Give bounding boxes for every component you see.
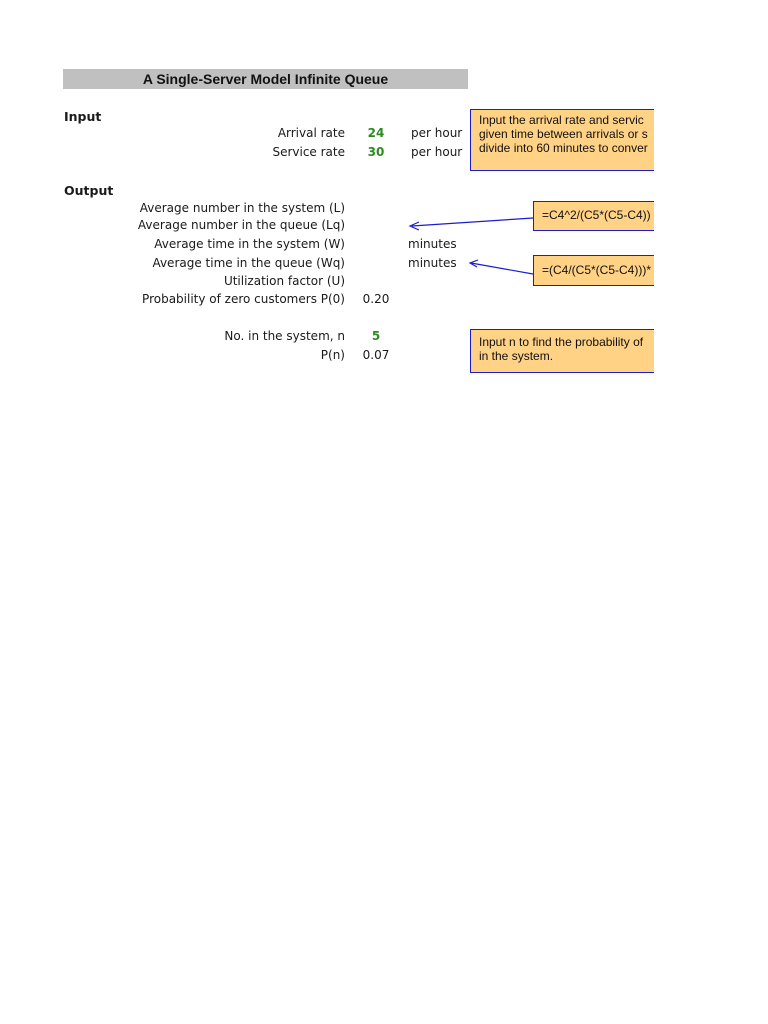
input-note-line-2: given time between arrivals or s [479,127,648,141]
lq-formula-text: =C4^2/(C5*(C5-C4)) [542,208,651,222]
wq-formula-text: =(C4/(C5*(C5-C4)))* [542,263,652,277]
input-note-line-1: Input the arrival rate and servic [479,113,644,127]
avg-number-system-label: Average number in the system (L) [139,201,345,215]
pn-value[interactable]: 0.07 [362,348,390,362]
n-note-line-1: Input n to find the probability of [479,335,644,349]
p0-value[interactable]: 0.20 [362,292,390,306]
pn-label: P(n) [320,348,345,362]
lq-arrow [410,218,533,230]
arrival-rate-value[interactable]: 24 [367,126,385,140]
service-rate-label: Service rate [272,145,345,159]
avg-time-queue-label: Average time in the queue (Wq) [152,256,345,270]
n-label: No. in the system, n [224,329,345,343]
avg-time-queue-unit: minutes [408,256,457,270]
service-rate-unit: per hour [411,145,463,159]
output-heading: Output [64,183,114,198]
arrival-rate-unit: per hour [411,126,463,140]
avg-time-system-unit: minutes [408,237,457,251]
avg-time-system-label: Average time in the system (W) [154,237,345,251]
p0-label: Probability of zero customers P(0) [142,292,345,306]
utilization-label: Utilization factor (U) [223,274,345,288]
service-rate-value[interactable]: 30 [367,145,385,159]
wq-arrow [470,260,533,274]
n-value[interactable]: 5 [371,329,381,343]
avg-number-queue-label: Average number in the queue (Lq) [137,218,345,232]
sheet-title: A Single-Server Model Infinite Queue [142,71,389,87]
input-note-line-3: divide into 60 minutes to conver [479,141,648,155]
arrival-rate-label: Arrival rate [277,126,345,140]
input-heading: Input [64,109,102,124]
n-note-line-2: in the system. [479,349,554,363]
